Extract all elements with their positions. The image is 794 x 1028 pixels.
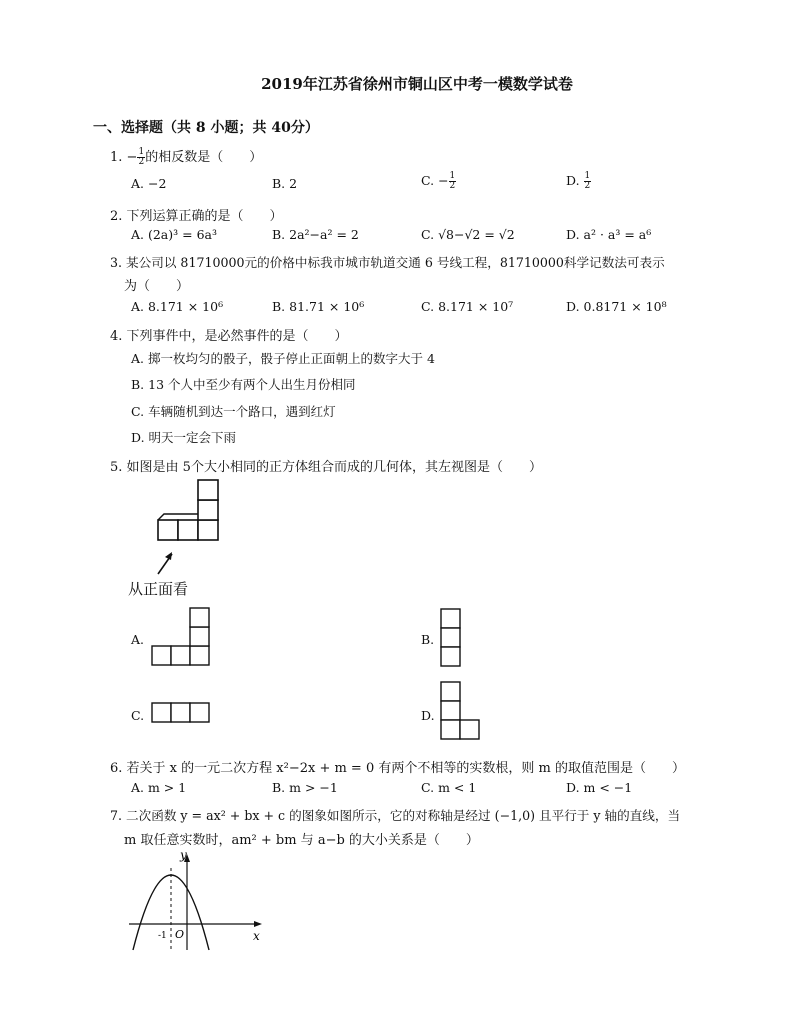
option-b[interactable]: B. 2 [272, 176, 298, 191]
option-a[interactable]: A. 掷一枚均匀的骰子，骰子停止正面朝上的数字大于 4 [131, 351, 435, 366]
option-c[interactable]: C. m < 1 [421, 780, 477, 795]
question-text: 下列运算正确的是（ ） [126, 209, 283, 224]
question-4-stem [110, 325, 348, 344]
question-2-stem [110, 205, 283, 224]
fraction [449, 172, 457, 191]
option-b[interactable]: B. 2a²−a² = 2 [272, 227, 359, 242]
question-number: 3. [110, 255, 123, 270]
question-number: 5. [110, 460, 123, 475]
question-5-stem [110, 456, 542, 475]
question-text: 若关于 x 的一元二次方程 x²−2x + m = 0 有两个不相等的实数根，则 m 的取值范围是（ ） [126, 761, 685, 776]
x-axis-arrow-icon [254, 921, 262, 927]
denominator: 2 [449, 181, 456, 191]
option-d[interactable]: D. 明天一定会下雨 [131, 430, 237, 445]
question-7-stem-line2: m 取任意实数时，am² + bm 与 a−b 的大小关系是（ ） [124, 833, 479, 848]
option-b[interactable]: B. [421, 632, 435, 647]
neg-one-label: -1 [158, 931, 167, 941]
x-axis-label: x [253, 929, 260, 943]
question-text: 下列事件中，是必然事件的是（ ） [126, 329, 348, 344]
question-text: 某公司以 81710000元的价格中标我市城市轨道交通 6 号线工程，81710000科学记数法可表示 [126, 255, 665, 270]
question-text: 二次函数 y = ax² + bx + c 的图象如图所示，它的对称轴是经过 (−1,0) 且平行于 y 轴的直线，当 [126, 808, 681, 823]
option-b-figure [438, 607, 464, 669]
option-c[interactable]: C. 车辆随机到达一个路口，遇到红灯 [131, 404, 336, 419]
page-title: 2019年江苏省徐州市铜山区中考一模数学试卷 [261, 75, 573, 93]
origin-label: O [175, 928, 185, 941]
numerator: 1 [138, 147, 145, 157]
question-number: 1. [110, 150, 123, 165]
question-number: 7. [110, 808, 123, 823]
denominator: 2 [138, 157, 145, 167]
arrow-icon [150, 548, 190, 576]
section-heading: 一、选择题（共 8 小题；共 40分） [93, 120, 319, 136]
question-3-stem-line2: 为（ ） [124, 279, 190, 294]
option-a-figure [150, 606, 216, 668]
option-b[interactable]: B. m > −1 [272, 780, 338, 795]
option-c[interactable]: C. 8.171 × 10⁷ [421, 299, 514, 314]
question-number: 6. [110, 761, 123, 776]
option-d[interactable]: D. a² · a³ = a⁶ [566, 227, 652, 242]
option-c[interactable] [421, 172, 456, 191]
option-a[interactable]: A. −2 [131, 176, 167, 191]
solid-figure [150, 478, 230, 548]
option-a[interactable]: A. [131, 632, 145, 647]
option-d[interactable] [566, 172, 591, 191]
option-c[interactable]: C. [131, 708, 145, 723]
question-number: 4. [110, 329, 123, 344]
option-d[interactable]: D. [421, 708, 435, 723]
question-number: 2. [110, 209, 123, 224]
parabola-graph [125, 846, 275, 952]
minus-sign: − [126, 150, 138, 165]
question-text: 的相反数是（ ） [145, 150, 263, 165]
numerator: 1 [584, 171, 591, 181]
question-7-stem [110, 805, 680, 824]
option-a[interactable]: A. 8.171 × 10⁶ [131, 299, 224, 314]
option-d-figure [438, 680, 484, 742]
question-1-stem [110, 146, 262, 167]
question-text: 如图是由 5个大小相同的正方体组合而成的几何体，其左视图是（ ） [126, 460, 542, 475]
option-a[interactable]: A. m > 1 [131, 780, 187, 795]
option-c[interactable]: C. √8−√2 = √2 [421, 227, 515, 242]
option-d-prefix: D. [566, 173, 584, 188]
question-3-stem [110, 252, 665, 271]
option-c-prefix: C. − [421, 173, 449, 188]
option-b[interactable]: B. 81.71 × 10⁶ [272, 299, 365, 314]
denominator: 2 [584, 181, 591, 191]
option-c-figure [150, 700, 214, 726]
y-axis-label: y [180, 848, 187, 862]
numerator: 1 [449, 171, 456, 181]
front-view-label: 从正面看 [128, 580, 189, 598]
option-a[interactable]: A. (2a)³ = 6a³ [131, 227, 217, 242]
fraction [584, 172, 592, 191]
option-b[interactable]: B. 13 个人中至少有两个人出生月份相同 [131, 377, 356, 392]
option-d[interactable]: D. m < −1 [566, 780, 633, 795]
question-6-stem [110, 757, 685, 776]
option-d[interactable]: D. 0.8171 × 10⁸ [566, 299, 667, 314]
